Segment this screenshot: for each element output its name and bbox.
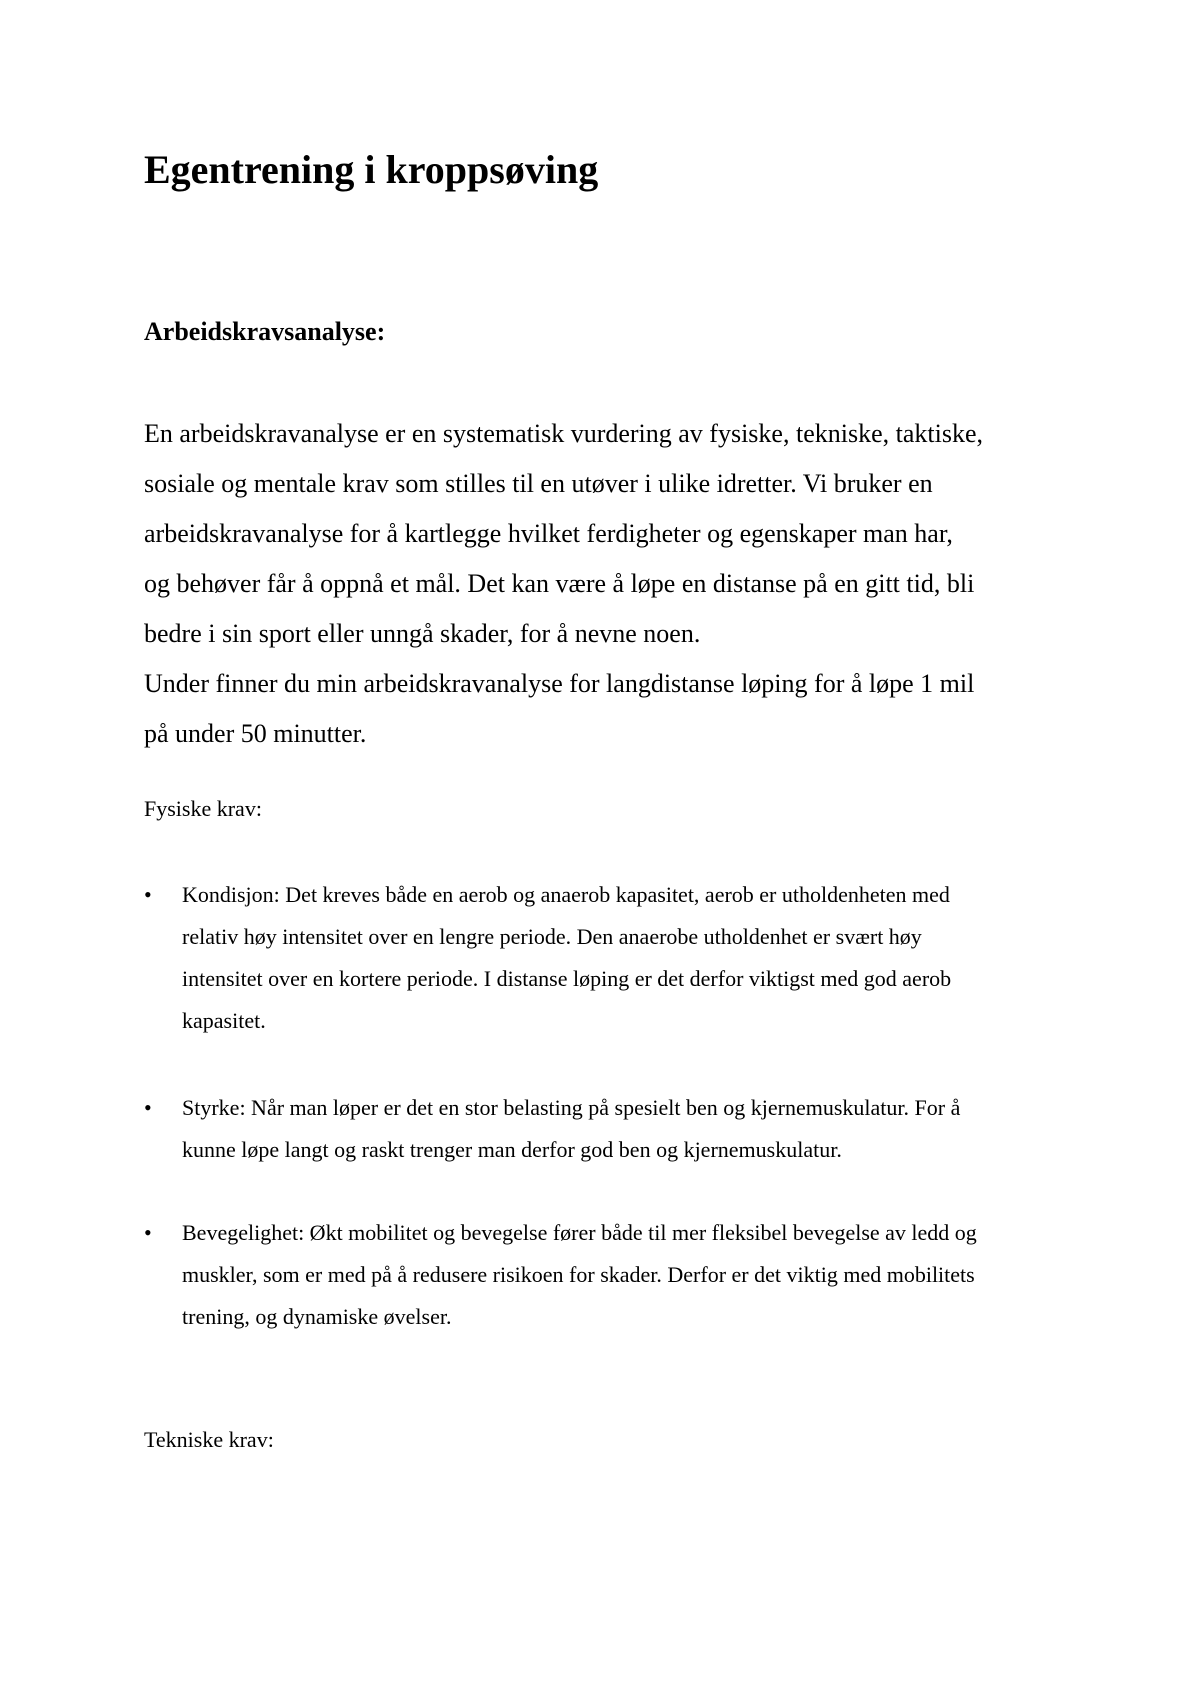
intro-line: bedre i sin sport eller unngå skader, for å nevne noen. xyxy=(144,619,701,648)
bullet-icon: • xyxy=(144,1220,152,1245)
document-title: Egentrening i kroppsøving xyxy=(144,147,599,192)
intro-line: og behøver får å oppnå et mål. Det kan være å løpe en distanse på en gitt tid, bli xyxy=(144,569,975,598)
bullet-line: Bevegelighet: Økt mobilitet og bevegelse fører både til mer fleksibel bevegelse av ledd og xyxy=(182,1220,977,1245)
bullet-line: relativ høy intensitet over en lengre periode. Den anaerobe utholdenhet er svært høy xyxy=(182,924,922,949)
intro-line: En arbeidskravanalyse er en systematisk vurdering av fysiske, tekniske, taktiske, xyxy=(144,419,983,448)
physical-requirements-heading: Fysiske krav: xyxy=(144,796,262,821)
intro-paragraph xyxy=(144,409,1084,759)
intro-line: sosiale og mentale krav som stilles til en utøver i ulike idretter. Vi bruker en xyxy=(144,469,933,498)
intro-line: arbeidskravanalyse for å kartlegge hvilket ferdigheter og egenskaper man har, xyxy=(144,519,953,548)
bullet-text xyxy=(182,874,1082,1042)
bullet-text xyxy=(182,1087,1082,1171)
bullet-line: Kondisjon: Det kreves både en aerob og anaerob kapasitet, aerob er utholdenheten med xyxy=(182,882,950,907)
bullet-line: trening, og dynamiske øvelser. xyxy=(182,1304,452,1329)
section-heading: Arbeidskravsanalyse: xyxy=(144,317,386,346)
bullet-icon: • xyxy=(144,882,152,907)
bullet-text xyxy=(182,1212,1082,1338)
intro-line: på under 50 minutter. xyxy=(144,719,367,748)
bullet-line: muskler, som er med på å redusere risikoen for skader. Derfor er det viktig med mobilitets xyxy=(182,1262,975,1287)
technical-requirements-heading: Tekniske krav: xyxy=(144,1427,274,1452)
bullet-line: kapasitet. xyxy=(182,1008,266,1033)
bullet-icon: • xyxy=(144,1095,152,1120)
bullet-line: intensitet over en kortere periode. I distanse løping er det derfor viktigst med god aerob xyxy=(182,966,952,991)
bullet-line: Styrke: Når man løper er det en stor belasting på spesielt ben og kjernemuskulatur. For å xyxy=(182,1095,961,1120)
intro-line: Under finner du min arbeidskravanalyse for langdistanse løping for å løpe 1 mil xyxy=(144,669,975,698)
bullet-line: kunne løpe langt og raskt trenger man derfor god ben og kjernemuskulatur. xyxy=(182,1137,842,1162)
